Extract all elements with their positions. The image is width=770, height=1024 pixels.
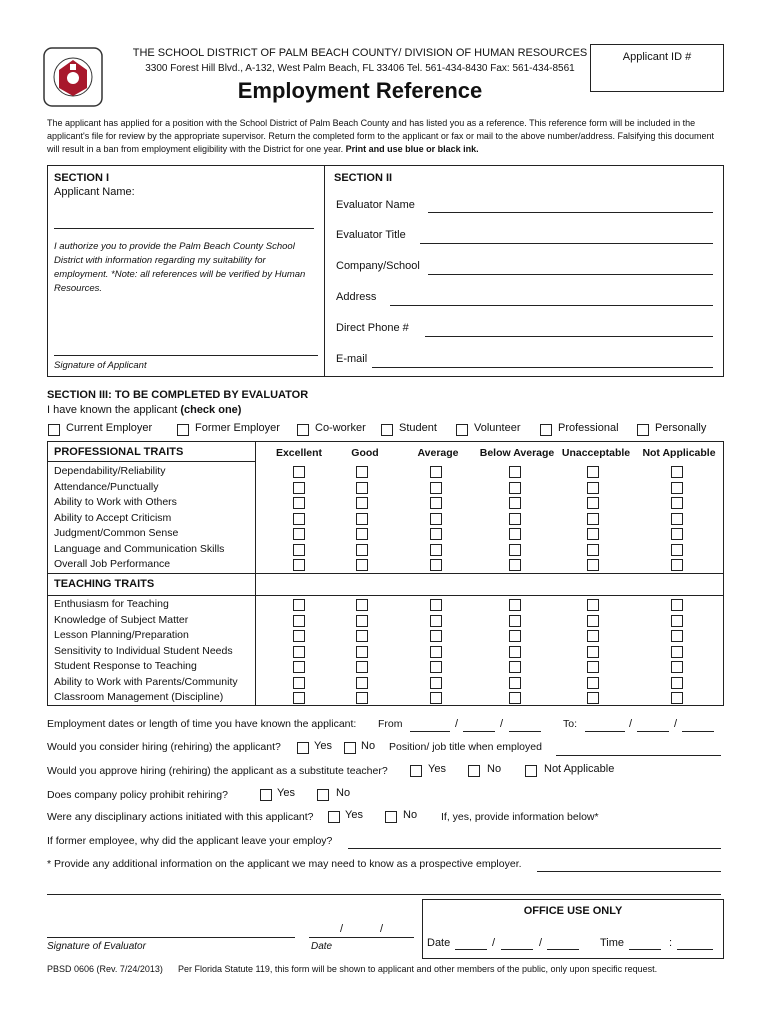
professional-rating-checkbox[interactable] [587,497,599,509]
teaching-rating-checkbox[interactable] [671,646,683,658]
checkbox-current-employer[interactable] [48,424,60,436]
teaching-trait-label: Ability to Work with Parents/Community [54,675,238,688]
teaching-rating-checkbox[interactable] [587,599,599,611]
professional-trait-label: Judgment/Common Sense [54,527,179,539]
disciplinary-ifyes: If, yes, provide information below* [441,811,599,823]
professional-rating-checkbox[interactable] [356,466,368,478]
professional-rating-checkbox[interactable] [430,528,442,540]
teaching-trait-label: Classroom Management (Discipline) [54,691,224,703]
professional-rating-checkbox[interactable] [671,513,683,525]
teaching-rating-checkbox[interactable] [509,692,521,704]
professional-traits-header: PROFESSIONAL TRAITS [54,446,184,458]
teaching-rating-checkbox[interactable] [671,661,683,673]
teaching-rating-checkbox[interactable] [509,677,521,689]
eval-date-slash-1: / [340,923,344,935]
office-use-title: OFFICE USE ONLY [523,905,623,917]
rehire-no-label: No [361,740,376,752]
teaching-rating-checkbox[interactable] [430,692,442,704]
professional-rating-checkbox[interactable] [356,559,368,571]
form-number: PBSD 0606 (Rev. 7/24/2013) [47,964,163,974]
teaching-rating-checkbox[interactable] [587,692,599,704]
evaluator-signature-line[interactable] [47,937,295,938]
from-slash-1: / [455,718,459,730]
office-date-label: Date [427,937,451,949]
section-divider [324,165,325,377]
company-line[interactable] [428,274,713,275]
form-title: Employment Reference [237,78,483,103]
phone-label: Direct Phone # [336,322,409,334]
email-line[interactable] [372,367,713,368]
known-prefix: I have known the applicant [47,404,181,416]
professional-trait-label: Ability to Accept Criticism [54,511,172,524]
intro-ink-note: Print and use blue or black ink. [345,144,479,154]
applicant-id-label: Applicant ID # [622,51,692,63]
office-time-label: Time [600,937,625,949]
substitute-yes-label: Yes [428,763,446,775]
col-excellent: Excellent [275,447,323,459]
professional-rating-checkbox[interactable] [671,559,683,571]
substitute-no-label: No [487,763,502,775]
teaching-rating-checkbox[interactable] [293,615,305,627]
substitute-question: Would you approve hiring (rehiring) the applicant as a substitute teacher? [47,765,388,777]
checkbox-personally[interactable] [637,424,649,436]
teaching-trait-label: Student Response to Teaching [54,660,197,672]
professional-rating-checkbox[interactable] [587,544,599,556]
teaching-rating-checkbox[interactable] [356,615,368,627]
evaluator-name-label: Evaluator Name [336,199,415,211]
professional-rating-checkbox[interactable] [587,466,599,478]
known-label [47,404,241,416]
teaching-trait-label: Sensitivity to Individual Student Needs [54,644,233,657]
to-month-line[interactable] [585,731,625,732]
evaluator-date-line[interactable] [309,937,414,938]
office-time-colon: : [669,937,673,949]
professional-rating-checkbox[interactable] [587,559,599,571]
office-date-slash-1: / [492,937,496,949]
relation-current-employer: Current Employer [66,422,153,434]
teaching-rating-checkbox[interactable] [293,599,305,611]
office-date-day[interactable] [501,949,533,950]
professional-rating-checkbox[interactable] [671,528,683,540]
checkbox-student[interactable] [381,424,393,436]
professional-rating-checkbox[interactable] [587,528,599,540]
teaching-rating-checkbox[interactable] [671,615,683,627]
from-slash-2: / [500,718,504,730]
relation-co-worker: Co-worker [315,422,366,434]
section1-title: SECTION I [54,172,110,184]
applicant-signature-label: Signature of Applicant [54,360,147,371]
known-check-one: (check one) [180,404,242,416]
professional-rating-checkbox[interactable] [509,559,521,571]
teaching-rating-checkbox[interactable] [587,677,599,689]
professional-rating-checkbox[interactable] [430,497,442,509]
policy-no-checkbox[interactable] [317,789,329,801]
eval-date-slash-2: / [380,923,384,935]
teaching-rating-checkbox[interactable] [430,646,442,658]
policy-question: Does company policy prohibit rehiring? [47,789,228,801]
office-date-slash-2: / [539,937,543,949]
professional-rating-checkbox[interactable] [293,497,305,509]
section3-title: SECTION III: TO BE COMPLETED BY EVALUATOR [47,389,309,401]
professional-rating-checkbox[interactable] [671,497,683,509]
address-line[interactable] [390,305,713,306]
checkbox-former-employer[interactable] [177,424,189,436]
professional-rating-checkbox[interactable] [356,497,368,509]
disciplinary-no-label: No [403,809,418,821]
policy-no-label: No [336,787,351,799]
professional-rating-checkbox[interactable] [587,513,599,525]
disciplinary-question: Were any disciplinary actions initiated with this applicant? [47,811,314,823]
evaluator-signature-label: Signature of Evaluator [47,941,146,952]
teaching-rating-checkbox[interactable] [587,661,599,673]
applicant-name-label: Applicant Name: [54,186,135,198]
position-line[interactable] [556,755,721,756]
office-time-hour[interactable] [629,949,661,950]
disciplinary-yes-checkbox[interactable] [328,811,340,823]
dates-label: Employment dates or length of time you have known the applicant: [47,718,357,730]
col-below-average: Below Average [479,447,555,459]
professional-trait-label: Dependability/Reliability [54,465,166,477]
col-average: Average [417,447,459,459]
checkbox-professional[interactable] [540,424,552,436]
teaching-trait-label: Lesson Planning/Preparation [54,629,189,641]
teaching-rating-checkbox[interactable] [430,615,442,627]
company-label: Company/School [336,260,420,272]
teaching-rating-checkbox[interactable] [430,677,442,689]
teaching-rating-checkbox[interactable] [293,661,305,673]
from-label: From [378,718,403,730]
teaching-rating-checkbox[interactable] [509,646,521,658]
professional-rating-checkbox[interactable] [430,513,442,525]
additional-line-2[interactable] [47,894,721,895]
relation-volunteer: Volunteer [474,422,521,434]
authorization-text: I authorize you to provide the Palm Beach County School District with information regarding my suitability for employment. *Note: all references will be verified by Human Resources. [54,241,306,294]
evaluator-title-line[interactable] [420,243,713,244]
professional-rating-checkbox[interactable] [293,544,305,556]
professional-rating-checkbox[interactable] [293,466,305,478]
professional-rating-checkbox[interactable] [356,544,368,556]
teaching-rating-checkbox[interactable] [671,599,683,611]
teaching-rating-checkbox[interactable] [356,692,368,704]
teaching-rating-checkbox[interactable] [293,692,305,704]
evaluator-date-label: Date [311,941,333,952]
professional-rating-checkbox[interactable] [356,528,368,540]
address-label: Address [336,291,377,303]
col-unacceptable: Unacceptable [561,447,631,459]
substitute-no-checkbox[interactable] [468,765,480,777]
teaching-rating-checkbox[interactable] [430,661,442,673]
col-not-applicable: Not Applicable [642,447,716,459]
district-address: 3300 Forest Hill Blvd., A-132, West Palm Beach, FL 33406 Tel. 561-434-8430 Fax: 561-434-8561 [145,63,575,74]
former-question: If former employee, why did the applicant leave your employ? [47,835,333,847]
substitute-na-label: Not Applicable [544,763,615,775]
teaching-rating-checkbox[interactable] [293,677,305,689]
office-date-month[interactable] [455,949,487,950]
professional-trait-label: Ability to Work with Others [54,496,177,508]
policy-yes-label: Yes [277,787,295,799]
professional-rating-checkbox[interactable] [509,544,521,556]
rehire-yes-label: Yes [314,740,332,752]
teaching-rating-checkbox[interactable] [293,630,305,642]
teaching-rating-checkbox[interactable] [587,615,599,627]
relation-professional: Professional [558,422,619,434]
intro-text [47,117,727,156]
teaching-rating-checkbox[interactable] [671,692,683,704]
professional-rating-checkbox[interactable] [293,528,305,540]
former-line[interactable] [348,848,721,849]
teaching-band-top [47,573,724,574]
teaching-rating-checkbox[interactable] [509,615,521,627]
professional-rating-checkbox[interactable] [293,513,305,525]
teaching-traits-header: TEACHING TRAITS [54,578,155,590]
disciplinary-no-checkbox[interactable] [385,811,397,823]
additional-line-1[interactable] [537,871,721,872]
to-year-line[interactable] [682,731,714,732]
rehire-question: Would you consider hiring (rehiring) the applicant? [47,741,281,753]
relation-student: Student [399,422,437,434]
teaching-rating-checkbox[interactable] [587,646,599,658]
disciplinary-yes-label: Yes [345,809,363,821]
teaching-trait-label: Enthusiasm for Teaching [54,598,169,610]
col-good: Good [351,447,379,459]
teaching-rating-checkbox[interactable] [356,661,368,673]
substitute-yes-checkbox[interactable] [410,765,422,777]
district-logo [42,46,104,108]
teaching-rating-checkbox[interactable] [356,677,368,689]
teaching-band-bottom [47,595,724,596]
district-name: THE SCHOOL DISTRICT OF PALM BEACH COUNTY/ DIVISION OF HUMAN RESOURCES [132,47,588,59]
intro-body: The applicant has applied for a position with the School District of Palm Beach County and has listed you as a reference. This reference form will be included in the applicant's file for review by the appropriate supervisor. Return the completed form to the applicant or fax or mail to the above number/address. Falsifying this document will result in a ban from employment eligibility with the District for one year. [47,118,715,154]
teaching-rating-checkbox[interactable] [671,677,683,689]
professional-rating-checkbox[interactable] [671,466,683,478]
phone-line[interactable] [425,336,713,337]
teaching-trait-label: Knowledge of Subject Matter [54,613,189,626]
professional-rating-checkbox[interactable] [587,482,599,494]
professional-rating-checkbox[interactable] [430,544,442,556]
professional-rating-checkbox[interactable] [509,497,521,509]
relation-former-employer: Former Employer [195,422,280,434]
teaching-rating-checkbox[interactable] [356,599,368,611]
applicant-name-line[interactable] [54,228,314,229]
email-label: E-mail [336,353,368,365]
substitute-na-checkbox[interactable] [525,765,537,777]
prof-header-bottom [47,461,255,462]
teaching-rating-checkbox[interactable] [430,599,442,611]
teaching-rating-checkbox[interactable] [293,646,305,658]
to-slash-2: / [674,718,678,730]
teaching-rating-checkbox[interactable] [356,630,368,642]
professional-rating-checkbox[interactable] [430,466,442,478]
from-year-line[interactable] [509,731,541,732]
additional-question: * Provide any additional information on the applicant we may need to know as a prospective employer. [47,858,522,870]
checkbox-volunteer[interactable] [456,424,468,436]
professional-trait-label: Overall Job Performance [54,558,171,570]
professional-rating-checkbox[interactable] [293,482,305,494]
to-slash-1: / [629,718,633,730]
teaching-rating-checkbox[interactable] [509,661,521,673]
professional-rating-checkbox[interactable] [430,482,442,494]
from-month-line[interactable] [410,731,450,732]
professional-rating-checkbox[interactable] [293,559,305,571]
to-label: To: [563,718,578,730]
from-day-line[interactable] [463,731,495,732]
professional-rating-checkbox[interactable] [671,544,683,556]
position-label: Position/ job title when employed [389,741,542,753]
professional-rating-checkbox[interactable] [509,513,521,525]
checkbox-co-worker[interactable] [297,424,309,436]
professional-rating-checkbox[interactable] [356,513,368,525]
office-time-minute[interactable] [677,949,713,950]
teaching-rating-checkbox[interactable] [509,599,521,611]
rehire-yes-checkbox[interactable] [297,742,309,754]
teaching-rating-checkbox[interactable] [356,646,368,658]
statute-note: Per Florida Statute 119, this form will be shown to applicant and other members of the public, only upon specific request. [178,964,658,974]
policy-yes-checkbox[interactable] [260,789,272,801]
teaching-rating-checkbox[interactable] [430,630,442,642]
relation-personally: Personally [655,422,707,434]
professional-rating-checkbox[interactable] [509,466,521,478]
professional-rating-checkbox[interactable] [509,528,521,540]
teaching-rating-checkbox[interactable] [671,630,683,642]
office-date-year[interactable] [547,949,579,950]
professional-trait-label: Attendance/Punctually [54,480,159,493]
teaching-rating-checkbox[interactable] [509,630,521,642]
professional-rating-checkbox[interactable] [430,559,442,571]
to-day-line[interactable] [637,731,669,732]
professional-rating-checkbox[interactable] [356,482,368,494]
evaluator-name-line[interactable] [428,212,713,213]
professional-rating-checkbox[interactable] [671,482,683,494]
section2-title: SECTION II [334,172,393,184]
rehire-no-checkbox[interactable] [344,742,356,754]
professional-rating-checkbox[interactable] [509,482,521,494]
evaluator-title-label: Evaluator Title [336,229,406,241]
applicant-signature-line[interactable] [54,355,318,356]
teaching-rating-checkbox[interactable] [587,630,599,642]
professional-trait-label: Language and Communication Skills [54,542,225,555]
